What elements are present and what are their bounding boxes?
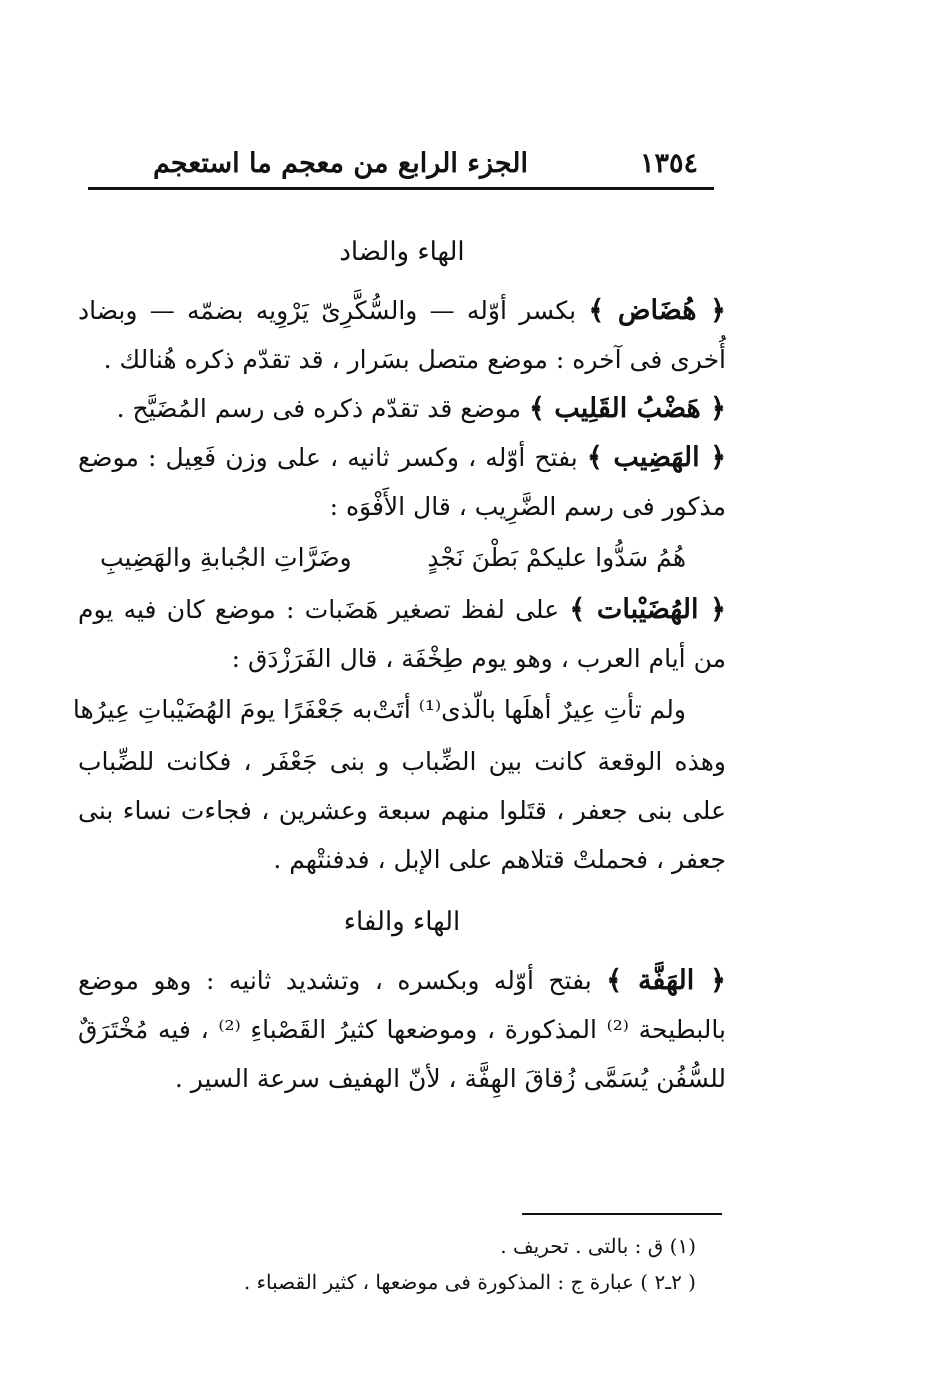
entry-alhaffa (78, 956, 726, 1103)
entry-text: بفتح أوّله ، وكسر ثانيه ، على وزن فَعِيل : موضع مذكور فى رسم الضَّرِيب ، قال الأَفْوَه : (78, 443, 726, 521)
entry-alhudaybat (78, 585, 726, 683)
entry-hadb-alqalib (78, 384, 726, 433)
page-number: ١٣٥٤ (639, 148, 698, 179)
footnotes (150, 1228, 696, 1300)
running-head (88, 148, 718, 188)
verse-alfarazdaq (72, 683, 686, 737)
section-heading-ha-dad: الهاء والضاد (339, 237, 465, 267)
section-heading-ha-fa: الهاء والفاء (343, 907, 461, 937)
entry-hudad (78, 286, 726, 384)
entry-text: على لفظ تصغير هَضَبات : موضع كان فيه يوم من أيام العرب ، وهو يوم طِخْفَة ، قال الفَرَزْدَق : (78, 595, 726, 673)
footnote-1: (١) ق : بالتى . تحريف . (500, 1234, 696, 1258)
entry-continuation: وهذه الوقعة كانت بين الضِّباب و بنى جَعْفَر ، فكانت للضِّباب على بنى جعفر ، قتَلوا منهم سبعة وعشرين ، فجاءت نساء بنى جعفر ، فحملتْ قتلاهم على الإبل ، فدفنتْهم . (78, 747, 726, 874)
entry-headword: ﴿ هُضَاض ﴾ (588, 295, 726, 326)
entry-alhadib (78, 433, 726, 531)
entry-text: بكسر أوّله — والسُّكَّرِىّ يَرْوِيه بضمّه — وبضاد أُخرى فى آخره : موضع متصل بسَرار ، قد تقدّم ذكره هُنالك . (78, 296, 726, 374)
verse-hemistich-second: به جَعْفَرًا يومَ الهُضَيْباتِ عِيرُها (72, 695, 373, 724)
footnote-2: ( ٢ـ٢ ) عبارة ج : المذكورة فى موضعها ، كثير القصباء . (243, 1270, 696, 1294)
verse-hemistich-first: ولم تأتِ عِيرٌ أهلَها بالّذى⁽¹⁾ أتَتْ (372, 695, 686, 724)
entry-headword: ﴿ الهُضَيْبات ﴾ (569, 594, 726, 625)
entry-headword: ﴿ الهَفَّة ﴾ (606, 965, 726, 996)
page-body (72, 228, 727, 1103)
entry-text: بفتح أوّله وبكسره ، وتشديد ثانيه : وهو موضع بالبطيحة ⁽²⁾ المذكورة ، وموضعها كثيرُ القَصْباءِ ⁽²⁾ ، فيه مُخْتَرَقٌ للسُّفُن يُسَمَّى زُقاقَ الهِفَّة ، لأنّ الهفيف سرعة السير . (78, 966, 726, 1093)
verse-hemistich-second: وضَرَّاتِ الجُبابةِ والهَضِيبِ (100, 543, 352, 572)
entry-headword: ﴿ الهَضِيب ﴾ (586, 442, 727, 473)
book-title: الجزء الرابع من معجم ما استعجم (152, 148, 528, 179)
verse-hemistich-first: هُمُ سَدُّوا عليكمْ بَطْنَ نَجْدٍ (427, 543, 686, 572)
header-rule (88, 187, 714, 190)
entry-text: موضع قد تقدّم ذكره فى رسم المُضَيَّح . (116, 394, 529, 423)
verse-alafwah (100, 531, 686, 585)
footnote-rule (522, 1213, 722, 1215)
entry-headword: ﴿ هَضْبُ القَلِيب ﴾ (529, 393, 726, 424)
